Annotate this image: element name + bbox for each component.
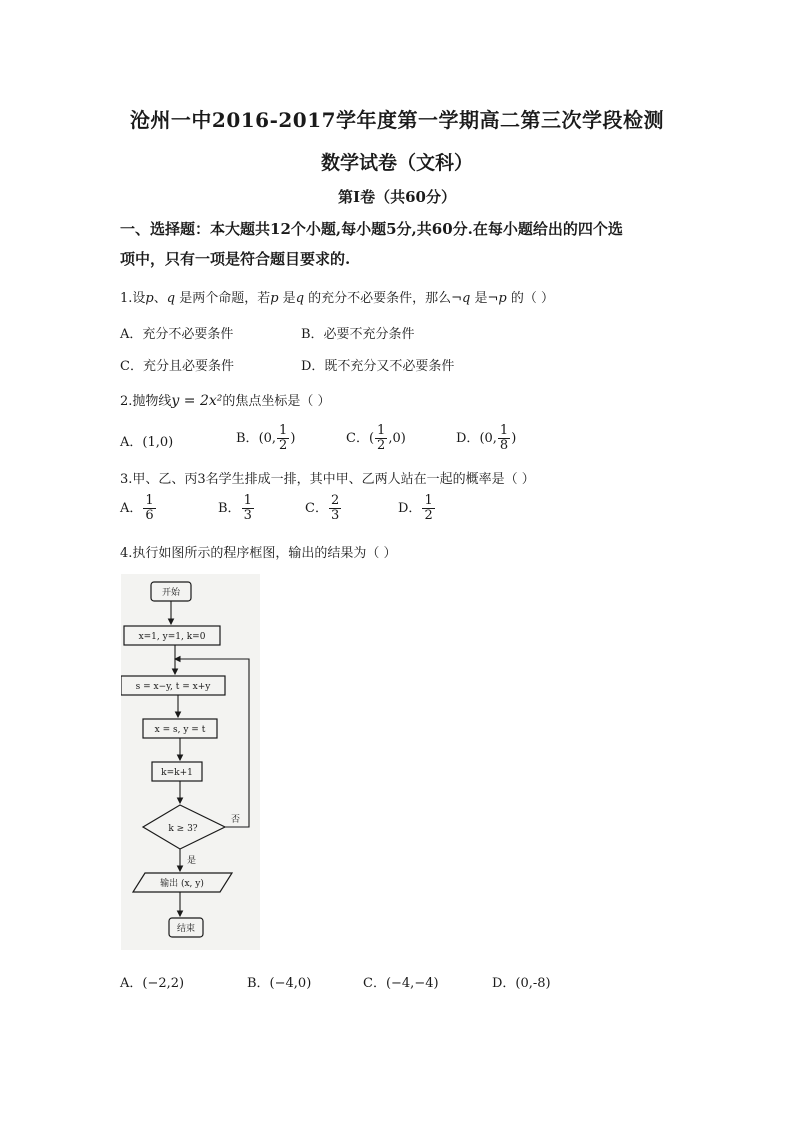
flow-yes-label: 是 <box>187 856 197 866</box>
q4-option-c: C．(−4,−4) <box>363 976 439 991</box>
question-2 <box>120 390 331 409</box>
q2-d-label: D． <box>456 431 480 446</box>
volume-heading: 第Ⅰ卷（共60分） <box>338 188 456 206</box>
flow-step1-label: s = x−y, t = x+y <box>135 682 211 692</box>
q2-c-pre: ( <box>368 431 375 446</box>
q1-option-c: C．充分且必要条件 <box>120 359 234 374</box>
q1-var-q2: q <box>295 291 305 306</box>
q3-c-num: 2 <box>330 493 340 508</box>
flowchart-svg <box>121 574 260 950</box>
q2-option-d <box>456 424 516 453</box>
q2-d-fraction <box>498 424 510 453</box>
q2-b-den: 2 <box>279 438 288 453</box>
q1-text-6: 是 <box>470 291 488 306</box>
q2-b-num: 1 <box>279 423 288 438</box>
q3-option-d <box>398 494 436 523</box>
q3-option-b <box>218 494 255 523</box>
q2-text-1: 2.抛物线 <box>120 394 172 409</box>
q3-d-num: 1 <box>424 493 433 508</box>
q3-option-c <box>305 494 342 523</box>
flow-step3-label: k=k+1 <box>161 768 193 778</box>
q1-option-a: A．充分不必要条件 <box>120 327 234 342</box>
q1-var-notq: ¬q <box>451 291 471 306</box>
q3-b-label: B． <box>218 501 241 516</box>
flow-output-label: 输出 (x, y) <box>160 879 204 889</box>
q1-option-d: D．既不充分又不必要条件 <box>301 359 455 374</box>
q2-b-fraction <box>277 424 289 453</box>
flow-step2-label: x = s, y = t <box>154 725 206 735</box>
q2-a-label: A． <box>120 435 143 450</box>
exam-title: 沧州一中2016-2017学年度第一学期高二第三次学段检测 <box>129 108 665 132</box>
q2-c-label: C． <box>346 431 369 446</box>
q1-text-7: 的（ ） <box>506 291 554 306</box>
q2-equation: y = 2x² <box>171 393 223 409</box>
q2-option-b <box>236 424 295 453</box>
q3-a-label: A． <box>120 501 143 516</box>
flow-start-label: 开始 <box>161 588 181 598</box>
q2-b-post: ) <box>290 431 296 446</box>
q3-d-label: D． <box>398 501 422 516</box>
q1-var-p2: p <box>270 291 279 306</box>
q3-c-den: 3 <box>330 508 340 523</box>
question-3: 3.甲、乙、丙3名学生排成一排，其中甲、乙两人站在一起的概率是（ ） <box>120 472 535 487</box>
q2-c-num: 1 <box>377 423 386 438</box>
q1-option-b: B．必要不充分条件 <box>301 327 415 342</box>
q1-text-2: 、 <box>153 291 167 306</box>
q4-option-a: A．(−2,2) <box>120 976 185 991</box>
q3-a-num: 1 <box>145 493 154 508</box>
q3-b-den: 3 <box>243 508 252 523</box>
q3-option-a <box>120 494 157 523</box>
q2-d-den: 8 <box>499 438 509 453</box>
flowchart-figure <box>121 574 260 950</box>
q3-b-fraction <box>242 494 254 523</box>
q2-text-2: 的焦点坐标是（ ） <box>222 394 331 409</box>
q3-c-fraction <box>329 494 341 523</box>
q1-text-4: 是 <box>278 291 296 306</box>
q1-var-p: p <box>145 291 154 306</box>
q2-option-c <box>346 424 406 453</box>
q1-text-5: 的充分不必要条件，那么 <box>304 291 452 306</box>
q2-b-pre: (0, <box>258 431 277 446</box>
q1-text-1: 1.设 <box>120 291 146 306</box>
q2-d-pre: (0, <box>479 431 497 446</box>
q3-d-fraction <box>422 494 434 523</box>
q3-b-num: 1 <box>243 493 252 508</box>
q3-a-den: 6 <box>145 508 154 523</box>
q3-a-fraction <box>143 494 155 523</box>
flow-end-label: 结束 <box>176 924 196 934</box>
q2-d-num: 1 <box>499 423 509 438</box>
q1-var-q: q <box>166 291 176 306</box>
q2-d-post: ) <box>511 431 517 446</box>
q2-c-post: ,0) <box>388 431 406 446</box>
section-instructions-line1: 一、选择题：本大题共12个小题,每小题5分,共60分.在每小题给出的四个选 <box>120 220 623 238</box>
q2-c-den: 2 <box>377 438 386 453</box>
q3-d-den: 2 <box>424 508 433 523</box>
q2-a-value: (1,0) <box>142 435 174 450</box>
q3-c-label: C． <box>305 501 328 516</box>
q1-var-notp: ¬p <box>487 291 507 306</box>
flow-init-label: x=1, y=1, k=0 <box>138 632 206 642</box>
q4-option-b: B．(−4,0) <box>247 976 312 991</box>
question-4: 4.执行如图所示的程序框图，输出的结果为（ ） <box>120 546 397 561</box>
q2-option-a <box>120 431 173 450</box>
q4-option-d: D．(0,-8) <box>492 976 551 991</box>
q2-c-fraction <box>375 424 387 453</box>
flow-no-label: 否 <box>231 815 241 825</box>
flow-condition-label: k ≥ 3? <box>168 824 198 834</box>
exam-subtitle: 数学试卷（文科） <box>320 152 473 174</box>
question-1 <box>120 287 554 306</box>
q2-b-label: B． <box>236 431 259 446</box>
section-instructions-line2: 项中，只有一项是符合题目要求的. <box>120 250 351 268</box>
q1-text-3: 是两个命题，若 <box>175 291 271 306</box>
